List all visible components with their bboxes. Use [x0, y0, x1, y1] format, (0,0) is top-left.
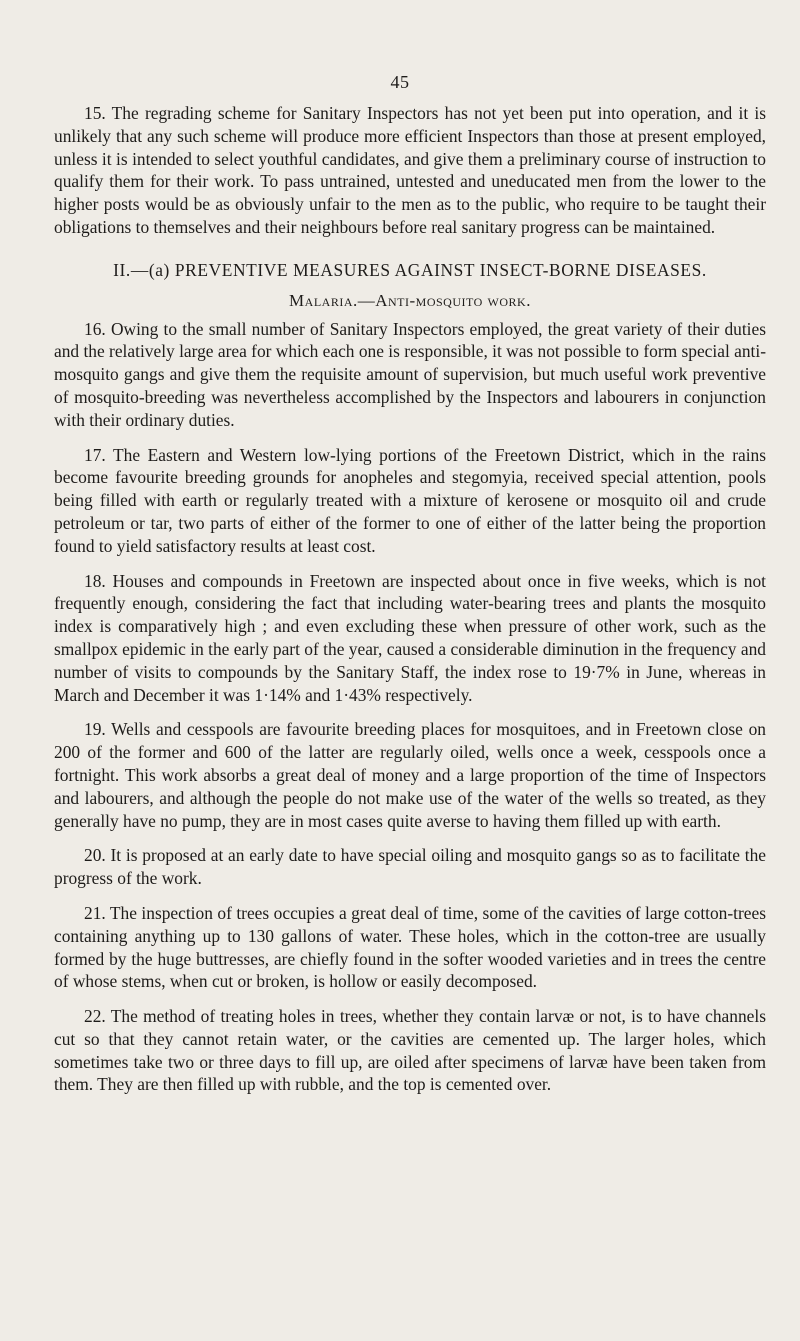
- paragraph-19: 19. Wells and cesspools are favourite breeding places for mosquitoes, and in Freetown close on 200 of the former and 600 of the latter are regularly oiled, wells once a week, cesspools once a fortnight. This work absorbs a great deal of money and a large proportion of the time of Inspectors and labourers, and although the people do not make use of the water of the wells so treated, as they generally have no pump, they are in most cases quite averse to having them filled up with earth.: [54, 719, 766, 831]
- page-body: [54, 102, 766, 1108]
- section-subheading: Malaria.—Anti-mosquito work.: [289, 290, 531, 310]
- paragraph-17: 17. The Eastern and Western low-lying portions of the Freetown District, which in the rains become favourite breeding grounds for anopheles and stegomyia, received special attention, pools being filled with earth or regularly treated with a mixture of kerosene or mosquito oil and crude petroleum or tar, two parts of either of the former to one of either of the latter being the proportion found to yield satisfactory results at least cost.: [54, 444, 766, 556]
- paragraph-21: 21. The inspection of trees occupies a great deal of time, some of the cavities of large cotton-trees containing anything up to 130 gallons of water. These holes, which in the cotton-tree are usually formed by the huge buttresses, are chiefly found in the softer wooded varieties and in trees the centre of whose stems, when cut or broken, is hollow or easily decomposed.: [54, 902, 766, 992]
- paragraph-18: 18. Houses and compounds in Freetown are inspected about once in five weeks, which is not frequently enough, considering the fact that including water-bearing trees and plants the mosquito index is comparatively high ; and even excluding these when pressure of other work, such as the smallpox epidemic in the early part of the year, caused a considerable diminution in the frequency and number of visits to compounds by the Sanitary Staff, the index rose to 19·7% in June, whereas in March and December it was 1·14% and 1·43% respectively.: [54, 570, 766, 705]
- page-number: 45: [390, 72, 410, 92]
- paragraph-20: 20. It is proposed at an early date to have special oiling and mosquito gangs so as to facilitate the progress of the work.: [54, 845, 766, 889]
- paragraph-16: 16. Owing to the small number of Sanitary Inspectors employed, the great variety of their duties and the relatively large area for which each one is responsible, it was not possible to form special anti-mosquito gangs and give them the requisite amount of supervision, but much useful work preventive of mosquito-breeding was nevertheless accomplished by the Inspectors and labourers in conjunction with their ordinary duties.: [54, 318, 766, 430]
- paragraph-15: 15. The regrading scheme for Sanitary Inspectors has not yet been put into operation, and it is unlikely that any such scheme will produce more efficient Inspectors than those at present employed, unless it is intended to select youthful candidates, and give them a preliminary course of instruction to qualify them for their work. To pass untrained, untested and uneducated men from the lower to the higher posts would be as obviously unfair to the men as to the public, who require to be taught their obligations to themselves and their neighbours before real sanitary progress can be maintained.: [54, 103, 766, 237]
- paragraph-22: 22. The method of treating holes in trees, whether they contain larvæ or not, is to have channels cut so that they cannot retain water, or the cavities are cemented up. The larger holes, which sometimes take two or three days to fill up, are oiled after specimens of larvæ have been taken from them. They are then filled up with rubble, and the top is cemented over.: [54, 1006, 766, 1095]
- section-heading: II.—(a) PREVENTIVE MEASURES AGAINST INSECT-BORNE DISEASES.: [113, 259, 707, 280]
